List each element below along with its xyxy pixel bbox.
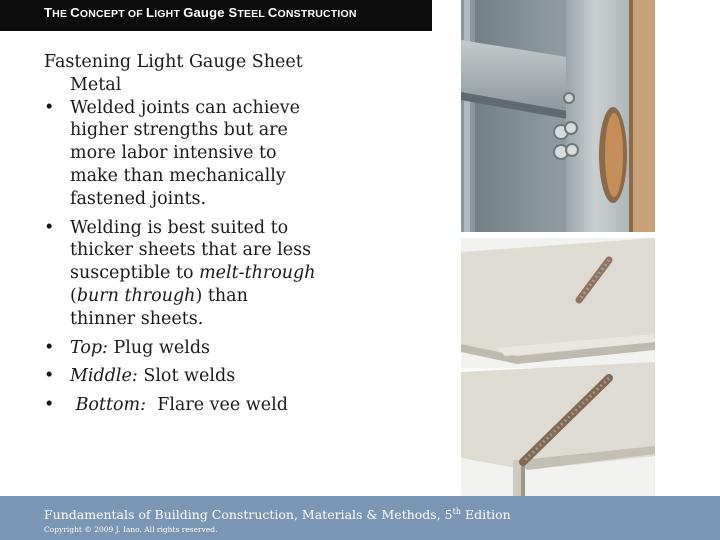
bullet-dot: • bbox=[44, 97, 55, 118]
bullet-line: fastened joints. bbox=[70, 188, 207, 209]
slide-title-bar bbox=[0, 0, 432, 31]
bullet-bottom bbox=[44, 394, 344, 417]
title-part: T bbox=[44, 5, 53, 20]
title-part: ONCEPT OF bbox=[79, 8, 147, 20]
bullet-text: Slot welds bbox=[137, 366, 236, 387]
title-part: C bbox=[267, 5, 278, 20]
bullet-dot: • bbox=[44, 366, 55, 387]
bullet-line bbox=[70, 285, 344, 308]
footer-text-end: Edition bbox=[461, 507, 511, 522]
footer-text-sup: th bbox=[452, 507, 461, 516]
bullet-text: ( bbox=[70, 285, 77, 306]
bullet-line: higher strengths but are bbox=[70, 120, 288, 141]
bullet-line bbox=[70, 262, 344, 285]
melt-through-term: melt-through bbox=[199, 263, 316, 284]
content-heading bbox=[44, 51, 344, 97]
bullet-line: make than mechanically bbox=[70, 165, 286, 186]
bullet-label: Middle: bbox=[70, 366, 138, 387]
bullet-text: Flare vee weld bbox=[146, 395, 288, 416]
bullet-dot: • bbox=[44, 217, 55, 238]
title-part: Gauge bbox=[183, 5, 229, 20]
title-part: IGHT bbox=[154, 8, 184, 20]
bullet-dot: • bbox=[44, 395, 55, 416]
slide-footer bbox=[0, 496, 720, 540]
bullet-text: ) than bbox=[195, 285, 248, 306]
bullet-welded-joints bbox=[44, 97, 344, 211]
bullet-line: Welding is best suited to bbox=[70, 217, 289, 238]
bullet-dot: • bbox=[44, 337, 55, 358]
bullet-line: more labor intensive to bbox=[70, 143, 277, 164]
footer-book-title bbox=[44, 507, 511, 522]
footer-copyright: Copyright © 2009 J. Iano. All rights reserved. bbox=[44, 525, 218, 534]
heading-line-2: Metal bbox=[70, 74, 122, 95]
bullet-line: thinner sheets. bbox=[70, 308, 204, 329]
title-part: S bbox=[228, 5, 238, 20]
bullet-label: Top: bbox=[70, 337, 108, 358]
bullet-top bbox=[44, 337, 344, 360]
title-part: ONSTRUCTION bbox=[277, 8, 357, 20]
title-part: HE bbox=[52, 8, 71, 20]
bullet-middle bbox=[44, 365, 344, 388]
bullet-line: thicker sheets that are less bbox=[70, 240, 312, 261]
bullet-line: Welded joints can achieve bbox=[70, 97, 301, 118]
weld-diagram-photo bbox=[461, 238, 655, 496]
bullet-text: susceptible to bbox=[70, 263, 200, 284]
title-part: C bbox=[70, 5, 80, 20]
slide-content bbox=[44, 51, 344, 417]
title-part: TEEL bbox=[237, 8, 268, 20]
burn-through-term: burn through bbox=[76, 285, 196, 306]
heading-line-1: Fastening Light Gauge Sheet bbox=[44, 52, 303, 72]
bullet-text: Plug welds bbox=[107, 337, 211, 358]
bullet-label: Bottom: bbox=[70, 395, 147, 416]
footer-text-main: Fundamentals of Building Construction, Materials & Methods, 5 bbox=[44, 507, 453, 522]
title-part: L bbox=[146, 5, 155, 20]
slide-title bbox=[44, 5, 357, 20]
bullet-welding-suited bbox=[44, 217, 344, 331]
plug-weld-photo bbox=[461, 0, 655, 232]
